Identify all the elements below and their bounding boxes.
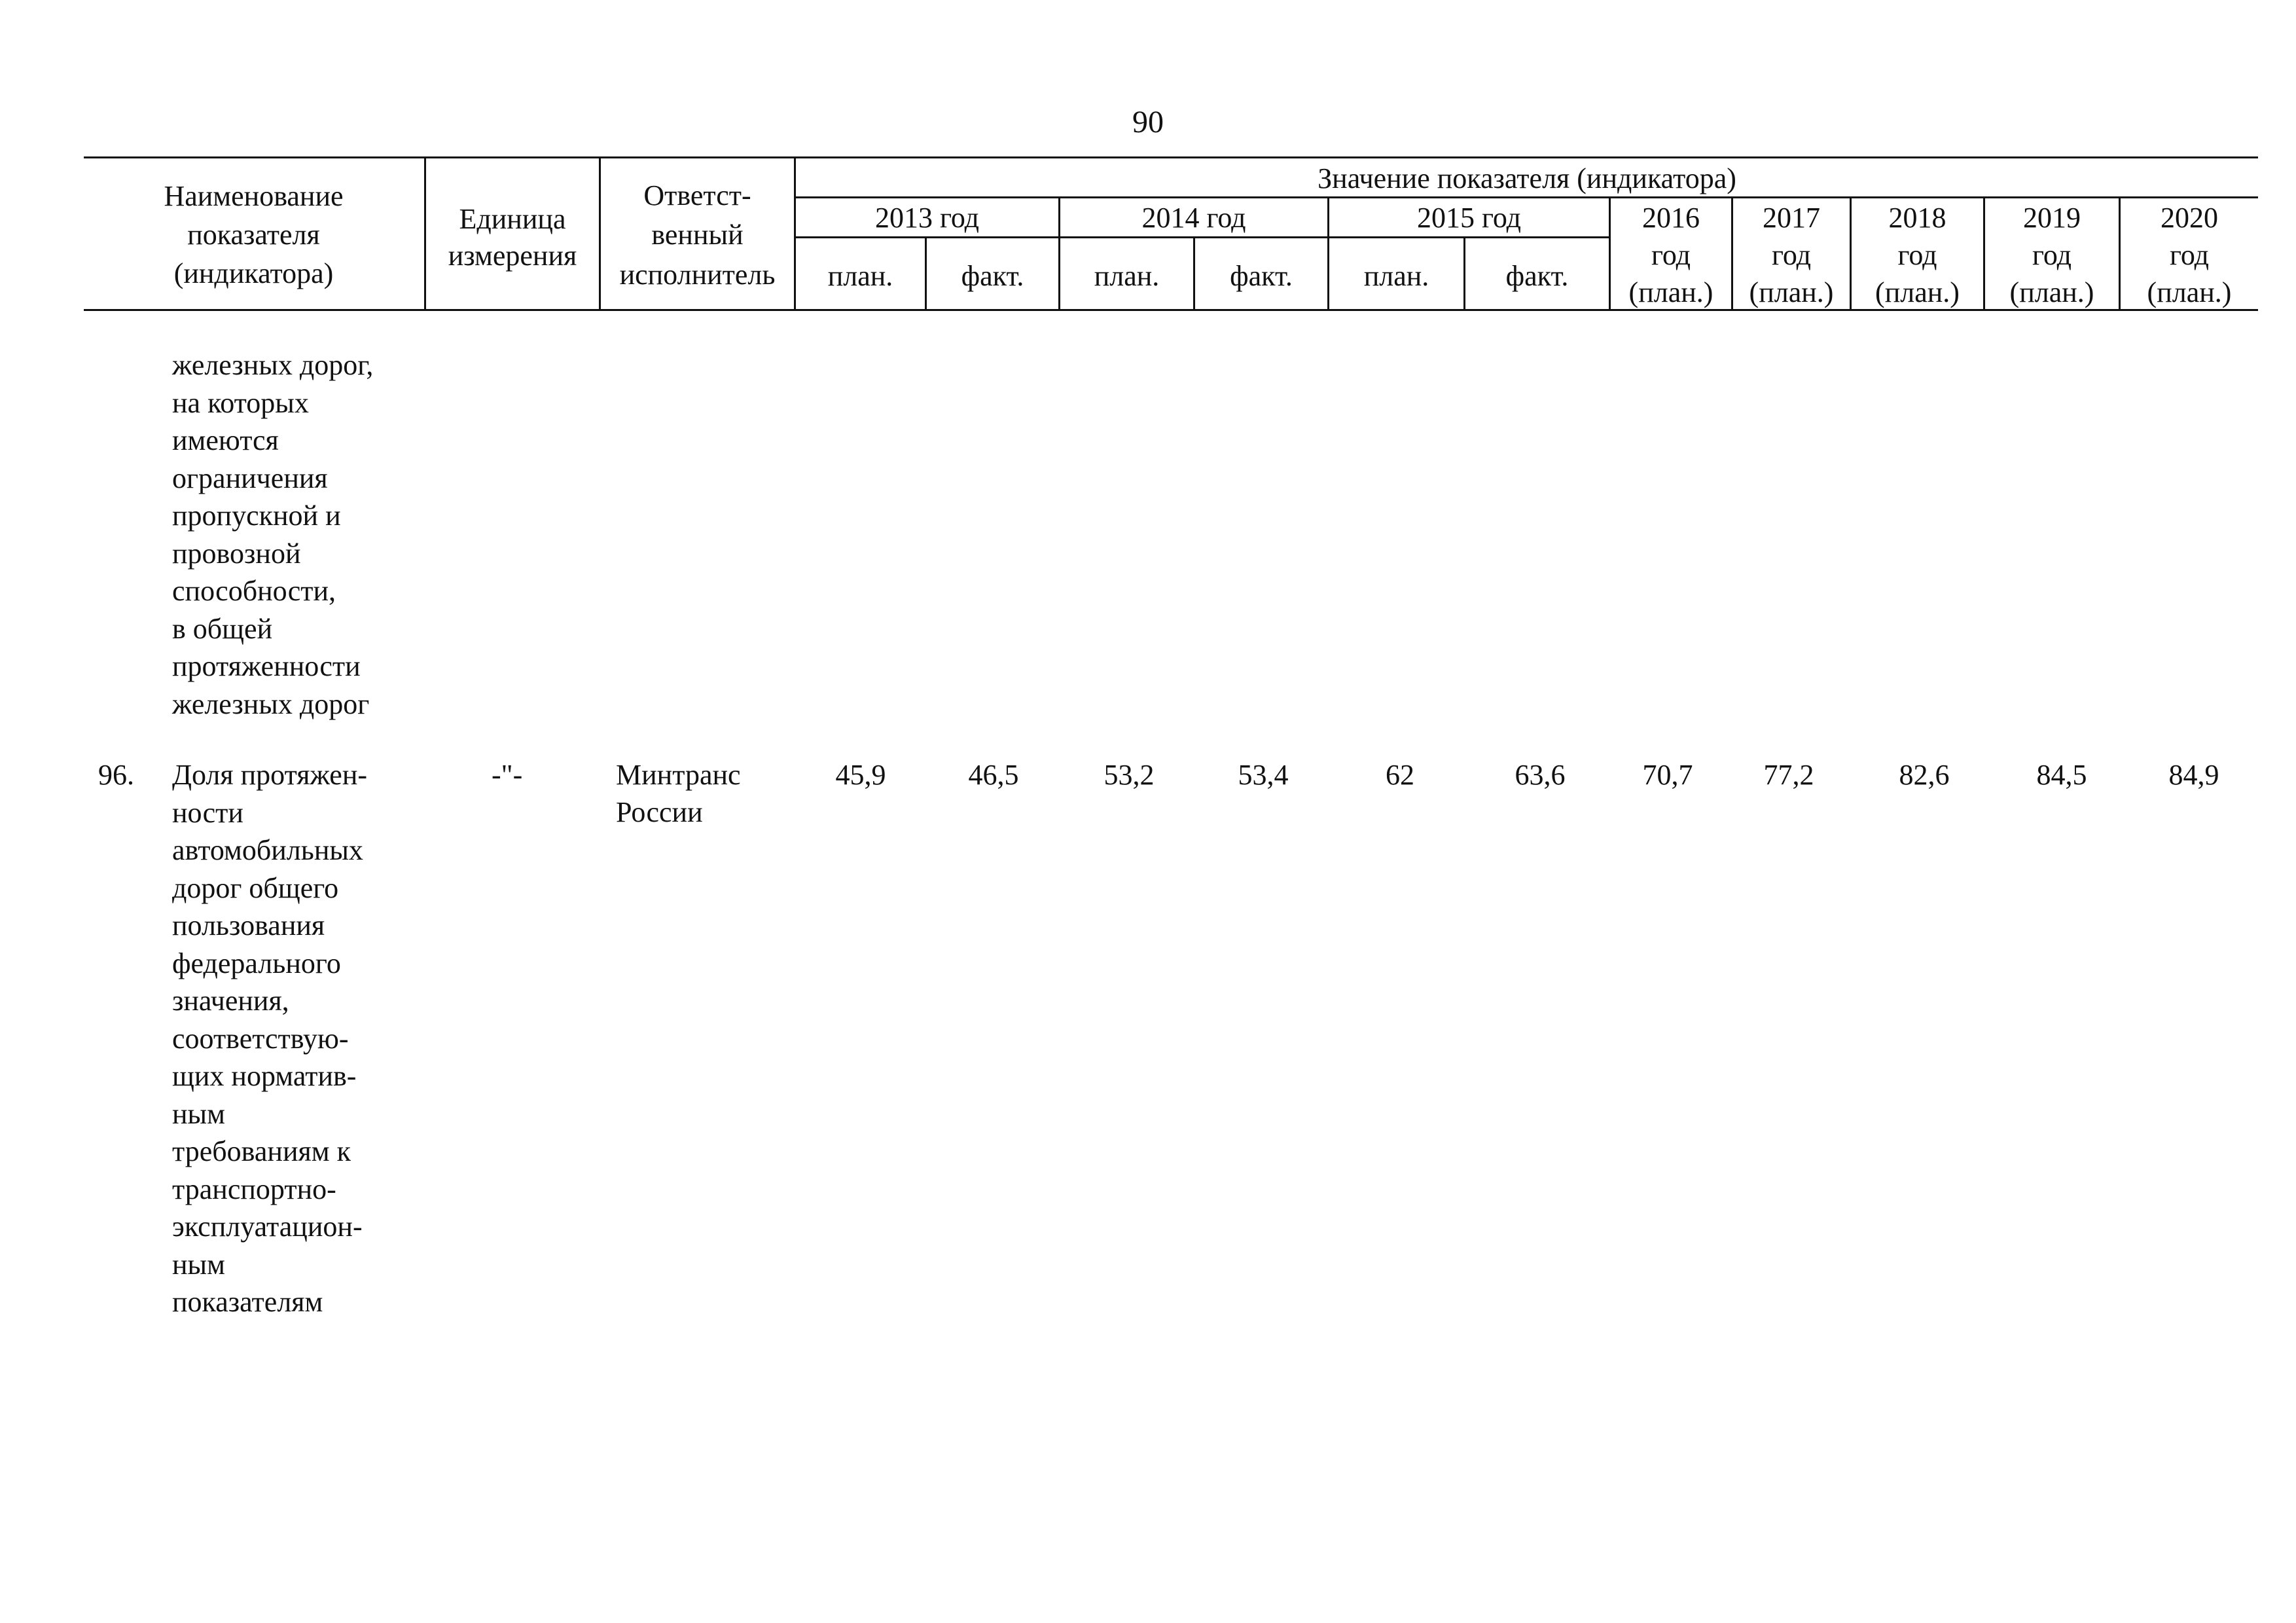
indicator-name-line: ным: [172, 1097, 225, 1130]
header-exec-line-3: исполнитель: [619, 259, 776, 291]
indicator-name-line: Доля протяжен-: [172, 759, 368, 791]
header-year-2017-god: год: [1771, 239, 1812, 271]
header-2014-plan: план.: [1094, 260, 1160, 292]
header-year-2017: 2017: [1763, 202, 1820, 234]
header-unit-line-1: Единица: [459, 203, 566, 235]
indicator-name-line: ным: [172, 1248, 225, 1281]
header-year-2016-plan: (план.): [1628, 276, 1713, 308]
continued-name-line: ограничения: [172, 462, 328, 494]
header-year-2020-god: год: [2169, 239, 2210, 271]
row-number: 96.: [98, 759, 134, 791]
header-exec-line-1: Ответст-: [643, 179, 751, 211]
continued-name-line: железных дорог,: [172, 349, 374, 381]
continued-name-line: в общей: [172, 612, 273, 645]
value-2017-plan: 77,2: [1763, 759, 1814, 791]
continued-name-line: на которых: [172, 386, 309, 419]
indicator-name-line: значения,: [172, 985, 289, 1017]
header-name-line-1: Наименование: [164, 180, 344, 212]
table-top-rule: [84, 156, 2258, 158]
indicator-name-line: соответствую-: [172, 1022, 349, 1055]
indicator-name-line: щих норматив-: [172, 1060, 357, 1092]
indicator-name-line: транспортно-: [172, 1173, 336, 1205]
header-year-2019-plan: (план.): [2009, 276, 2094, 308]
continued-name-line: протяженности: [172, 650, 361, 682]
header-year-2019-god: год: [2032, 239, 2072, 271]
continued-name-line: провозной: [172, 537, 301, 570]
continued-name-line: пропускной и: [172, 500, 341, 532]
indicator-name-line: автомобильных: [172, 834, 363, 866]
header-year-2018-god: год: [1897, 239, 1937, 271]
header-value-group: Значение показателя (индикатора): [1318, 162, 1736, 194]
value-2014-plan: 53,2: [1103, 759, 1155, 791]
continued-name-line: имеются: [172, 424, 279, 456]
executor-line-1: Минтранс: [616, 759, 741, 791]
indicator-name: [172, 756, 367, 1321]
header-2013-fact: факт.: [961, 260, 1024, 292]
header-2013-plan: план.: [827, 260, 893, 292]
header-unit-line-2: измерения: [448, 240, 577, 272]
header-year-2017-plan: (план.): [1749, 276, 1834, 308]
header-name-line-3: (индикатора): [173, 257, 334, 289]
header-year-2020-plan: (план.): [2147, 276, 2232, 308]
continued-indicator-name: [172, 346, 373, 723]
value-2015-plan: 62: [1386, 759, 1414, 791]
executor-line-2: России: [616, 796, 703, 828]
value-2013-fact: 46,5: [968, 759, 1019, 791]
indicator-name-line: эксплуатацион-: [172, 1211, 363, 1243]
header-2015-fact: факт.: [1505, 260, 1569, 292]
header-year-2014: 2014 год: [1141, 202, 1246, 234]
page-number: 90: [1132, 105, 1164, 139]
value-2015-fact: 63,6: [1515, 759, 1566, 791]
header-exec-line-2: венный: [651, 219, 744, 251]
indicator-name-line: требованиям к: [172, 1135, 351, 1167]
header-year-2020: 2020: [2161, 202, 2218, 234]
value-2020-plan: 84,9: [2168, 759, 2219, 791]
value-2019-plan: 84,5: [2036, 759, 2087, 791]
indicator-name-line: федерального: [172, 947, 341, 979]
header-year-2016-god: год: [1651, 239, 1691, 271]
header-year-2019: 2019: [2023, 202, 2081, 234]
unit-value: -"-: [492, 759, 523, 791]
indicator-name-line: пользования: [172, 909, 325, 941]
header-year-2013: 2013 год: [874, 202, 980, 234]
value-2013-plan: 45,9: [835, 759, 886, 791]
header-name-line-2: показателя: [187, 219, 320, 251]
header-year-2018-plan: (план.): [1875, 276, 1960, 308]
indicator-name-line: показателям: [172, 1286, 323, 1318]
header-year-2018: 2018: [1888, 202, 1946, 234]
indicator-name-line: дорог общего: [172, 871, 339, 904]
header-2014-fact: факт.: [1230, 260, 1293, 292]
value-2014-fact: 53,4: [1238, 759, 1289, 791]
indicator-name-line: ности: [172, 796, 243, 829]
continued-name-line: способности,: [172, 575, 336, 607]
value-2016-plan: 70,7: [1642, 759, 1693, 791]
value-2018-plan: 82,6: [1899, 759, 1950, 791]
header-year-2016: 2016: [1642, 202, 1700, 234]
header-2015-plan: план.: [1363, 260, 1429, 292]
continued-name-line: железных дорог: [172, 687, 370, 720]
header-year-2015: 2015 год: [1416, 202, 1522, 234]
